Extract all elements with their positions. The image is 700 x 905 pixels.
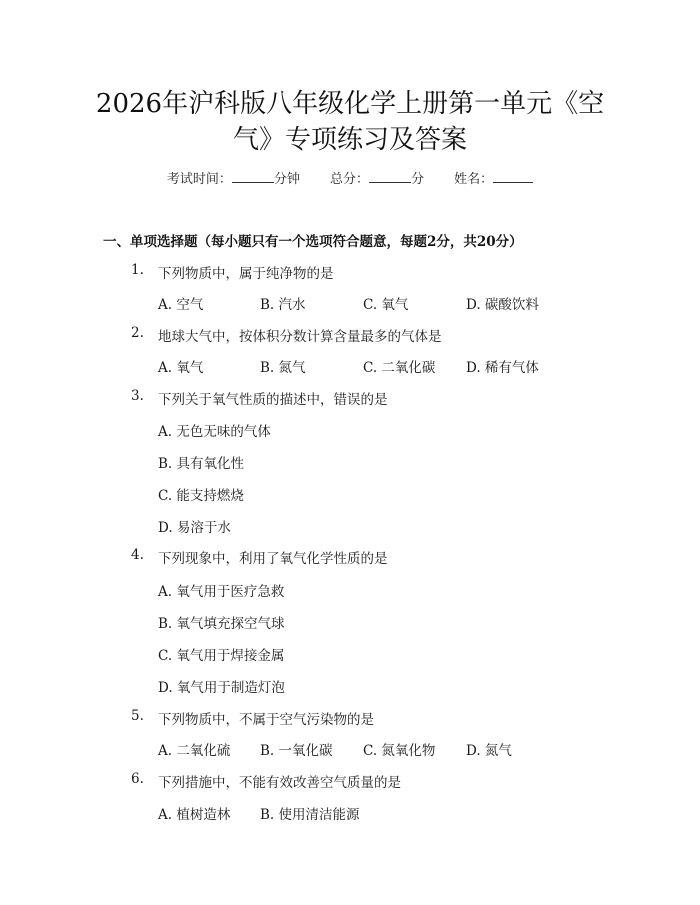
- question-text: 下列物质中，不属于空气污染物的是: [158, 712, 374, 728]
- name-blank: [493, 170, 533, 183]
- document-title-line-2: 气》专项练习及答案: [232, 125, 467, 155]
- option-a: A. 二氧化硫: [158, 743, 231, 759]
- question-number: 6.: [131, 771, 144, 787]
- option-c: C. 氧气用于焊接金属: [158, 648, 285, 664]
- question-number: 3.: [131, 388, 144, 404]
- option-d: D. 氮气: [466, 743, 512, 759]
- time-blank: [232, 170, 274, 183]
- time-unit: 分钟: [273, 172, 300, 187]
- option-d: D. 稀有气体: [466, 360, 539, 376]
- option-a: A. 空气: [158, 297, 204, 313]
- name-label: 姓名：: [454, 172, 494, 187]
- question-text: 下列措施中，不能有效改善空气质量的是: [158, 775, 401, 791]
- option-c: C. 氮氧化物: [363, 743, 436, 759]
- exam-meta: [0, 168, 700, 187]
- question-text: 下列现象中，利用了氧气化学性质的是: [158, 551, 388, 567]
- time-label: 考试时间：: [166, 172, 232, 187]
- option-c: C. 氧气: [363, 297, 409, 313]
- score-blank: [369, 170, 411, 183]
- question-number: 2.: [131, 325, 144, 341]
- option-a: A. 无色无味的气体: [158, 424, 271, 440]
- option-d: D. 易溶于水: [158, 520, 231, 536]
- option-b: B. 汽水: [260, 297, 306, 313]
- option-c: C. 二氧化碳: [363, 360, 436, 376]
- option-a: A. 氧气用于医疗急救: [158, 584, 285, 600]
- option-b: B. 一氧化碳: [260, 743, 333, 759]
- question-text: 地球大气中，按体积分数计算含量最多的气体是: [158, 329, 442, 345]
- question-text: 下列物质中，属于纯净物的是: [158, 266, 334, 282]
- option-d: D. 碳酸饮料: [466, 297, 539, 313]
- section-title: 一、单项选择题（每小题只有一个选项符合题意，每题2分，共20分）: [103, 234, 523, 250]
- option-b: B. 氧气填充探空气球: [158, 616, 285, 632]
- option-b: B. 使用清洁能源: [260, 807, 360, 823]
- option-b: B. 具有氧化性: [158, 456, 245, 472]
- question-number: 1.: [131, 262, 144, 278]
- option-c: C. 能支持燃烧: [158, 488, 244, 504]
- option-d: D. 氧气用于制造灯泡: [158, 680, 285, 696]
- score-unit: 分: [411, 172, 425, 187]
- question-number: 4.: [131, 547, 144, 563]
- document-title-line-1: 2026年沪科版八年级化学上册第一单元《空: [95, 89, 605, 119]
- option-a: A. 植树造林: [158, 807, 231, 823]
- question-text: 下列关于氧气性质的描述中，错误的是: [158, 392, 388, 408]
- option-b: B. 氮气: [260, 360, 306, 376]
- question-number: 5.: [131, 708, 144, 724]
- score-label: 总分：: [329, 172, 369, 187]
- option-a: A. 氧气: [158, 360, 204, 376]
